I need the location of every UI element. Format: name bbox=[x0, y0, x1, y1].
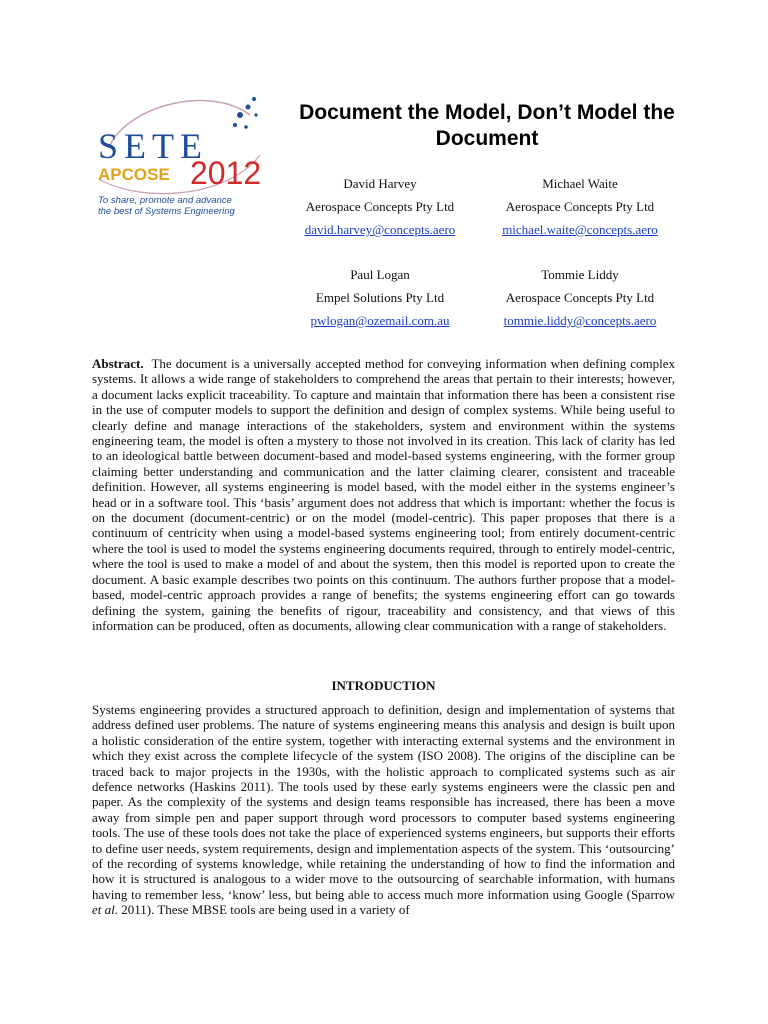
logo-tagline-line1: To share, promote and advance bbox=[98, 195, 232, 206]
intro-text-part1: Systems engineering provides a structured approach to definition, design and implementation of systems that address defined user problems. The nature of systems engineering means this analysis and design is built upon a holistic consideration of the entire system, together with interacting external systems and the environment in which they exist across the complete lifecycle of the system (ISO 2008). The origins of the discipline can be traced back to major projects in the 1930s, with the holistic approach to complicated systems such as air defence networks (Haskins 2011). The tools used by these early systems engineers were the classic pen and paper. As the complexity of the systems and design teams responsible has increased, there has been a move away from simple pen and paper support through word processors to computer based systems engineering tools. The use of these tools does not take the place of experienced systems engineers, but supports their efforts to define user needs, system requirements, design and implementation aspects of the system. This ‘outsourcing’ of the recording of systems knowledge, while retaining the understanding of how to find the information and how it is structured is analogous to a wider move to the outsourcing of searchable information, with humans having to remember less, ‘know’ less, but being able to access much more information using Google (Sparrow bbox=[92, 702, 675, 902]
intro-text-part2: 2011). These MBSE tools are being used in a variety of bbox=[118, 902, 410, 918]
logo-year-text: 2012 bbox=[190, 155, 262, 191]
abstract-paragraph bbox=[92, 356, 675, 633]
author-email-link[interactable]: tommie.liddy@concepts.aero bbox=[503, 313, 657, 328]
author-card bbox=[470, 172, 690, 241]
abstract-label: Abstract. bbox=[92, 356, 144, 371]
author-name: David Harvey bbox=[343, 176, 417, 191]
author-email-link[interactable]: david.harvey@concepts.aero bbox=[304, 222, 456, 237]
author-email-link[interactable]: michael.waite@concepts.aero bbox=[502, 222, 658, 237]
author-name: Paul Logan bbox=[350, 267, 410, 282]
author-affiliation: Aerospace Concepts Pty Ltd bbox=[505, 290, 655, 305]
logo-tagline bbox=[98, 195, 235, 217]
paper-title: Document the Model, Don’t Model the Document bbox=[299, 101, 675, 150]
author-email-link[interactable]: pwlogan@ozemail.com.au bbox=[310, 313, 450, 328]
introduction-paragraph bbox=[92, 702, 675, 918]
author-card bbox=[270, 172, 490, 241]
author-name: Tommie Liddy bbox=[541, 267, 619, 282]
author-affiliation: Aerospace Concepts Pty Ltd bbox=[305, 199, 455, 214]
author-card bbox=[270, 263, 490, 332]
intro-text-italic: et al. bbox=[92, 902, 118, 918]
author-affiliation: Aerospace Concepts Pty Ltd bbox=[505, 199, 655, 214]
logo-sete-text: SETE bbox=[98, 126, 208, 166]
author-card bbox=[470, 263, 690, 332]
logo-tagline-line2: the best of Systems Engineering bbox=[98, 206, 235, 217]
conference-logo bbox=[90, 85, 265, 235]
author-name: Michael Waite bbox=[542, 176, 618, 191]
abstract-text: The document is a universally accepted method for conveying information when defining complex systems. It allows a wide range of stakeholders to comprehend the areas that pertain to their interests; however, a document lacks explicit traceability. To capture and maintain that information there has been a consistent rise in the use of computer models to support the definition and design of complex systems. While being useful to clearly define and manage interactions of the stakeholders, system and environment within the systems engineering team, the model is often a mystery to those not involved in its creation. This lack of clarity has led to an ideological battle between document-based and model-based systems engineering, with the former group claiming better understanding and communication and the latter claiming clearer, consistent and traceable definition. However, all systems engineering is model based, with the model either in the systems engineer’s head or in a software tool. This ‘basis’ argument does not address that which is important: whether the focus is on the document (document-centric) or on the model (model-centric). This paper proposes that there is a continuum of centricity when using a model-based systems engineering tool; from entirely document-centric where the tool is used to model the systems engineering documents required, through to entirely model-centric, where the tool is used to make a model of and about the system, then this model is reported upon to create the document. A basic example describes two points on this continuum. The authors further propose that a model-based, model-centric approach provides a range of benefits; the systems engineering effort can go towards defining the system, gaining the benefits of rigour, traceability and consistency, and that views of this information can be produced, often as documents, allowing clear communication with a range of stakeholders. bbox=[92, 356, 675, 633]
section-heading-introduction: INTRODUCTION bbox=[331, 678, 436, 693]
logo-apcose-text: APCOSE bbox=[98, 165, 170, 184]
author-affiliation: Empel Solutions Pty Ltd bbox=[315, 290, 445, 305]
